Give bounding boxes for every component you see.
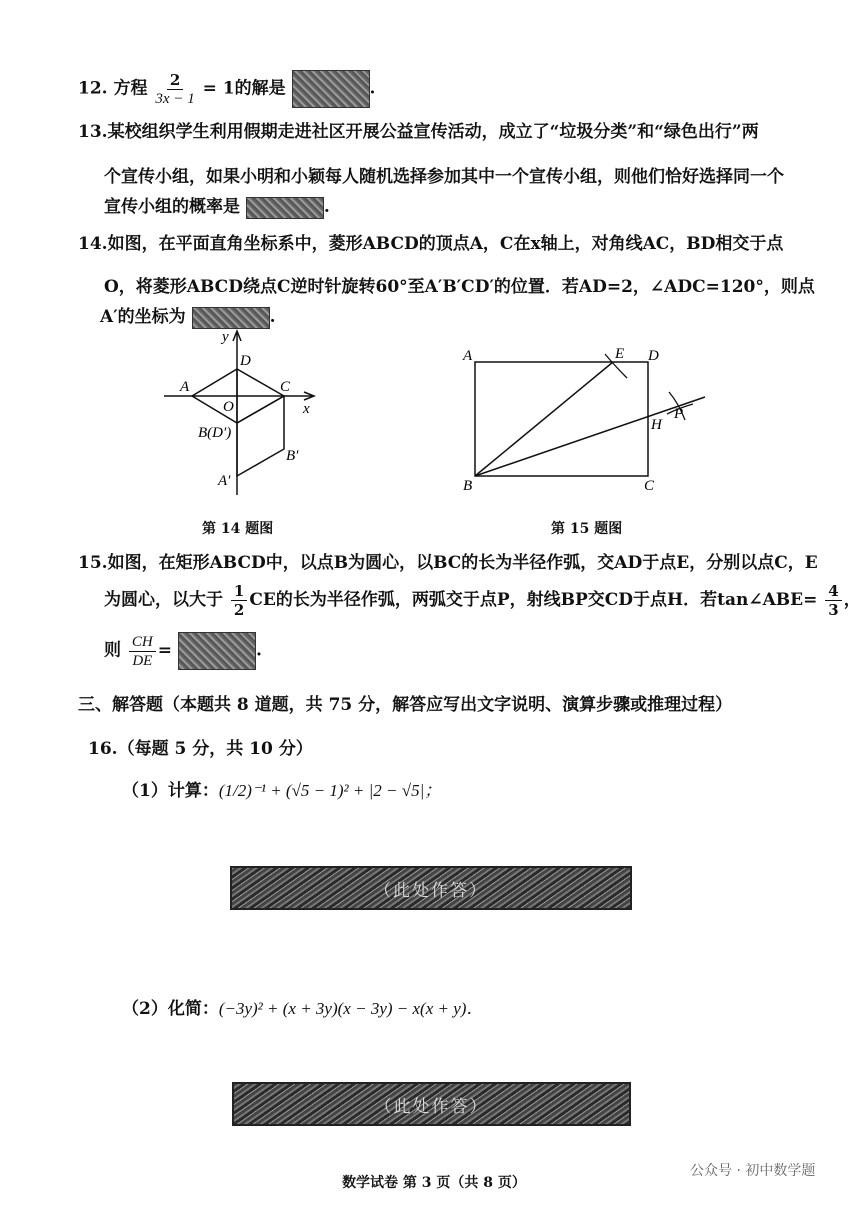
question-number: 12. [78,78,108,99]
answer-blank[interactable] [246,197,324,219]
rhombus-rotated [237,396,284,476]
figure-14-caption: 第 14 题图 [202,521,274,537]
question-number: 14. [78,234,108,254]
label-c: C [280,379,291,395]
rectangle-abcd [475,362,648,476]
label-o: O [223,399,234,415]
label-bd: B(D′) [198,425,232,441]
question-14-line2: O，将菱形ABCD绕点C逆时针旋转60°至A′B′CD′的位置．若AD=2，∠ADC=120°，则点 [104,277,815,297]
question-14: 14.如图，在平面直角坐标系中，菱形ABCD的顶点A，C在x轴上，对角线AC，BD相交于点 [78,234,784,254]
watermark: 公众号 · 初中数学题 [690,1163,816,1179]
question-16-part2: （2）化简：(−3y)² + (x + 3y)(x − 3y) − x(x + y)． [122,999,484,1019]
answer-box-1[interactable]: （此处作答） [230,866,632,910]
question-number: 13. [78,122,108,142]
question-15-line2: 为圆心，以大于 $\frac{1}{2}$ CE的长为半径作弧，两弧交于点P，射线BP交CD于点H．若tan∠ABE= $\frac{4}{3}$ ， [104,582,861,619]
label-e: E [615,346,625,362]
label-bp: B′ [286,448,299,464]
label-ap: A′ [218,473,231,489]
fraction-tan: $\frac{4}{3}$ [825,582,841,619]
label-c: C [644,478,655,494]
question-15: 15.如图，在矩形ABCD中，以点B为圆心，以BC的长为半径作弧，交AD于点E，分别以点C，E [78,553,818,573]
answer-blank[interactable] [292,70,370,108]
label-d: D [648,348,659,364]
question-15-line3: 则 $\frac{CH}{DE}$ = . [104,633,262,669]
label-x: x [303,401,310,417]
label-y: y [222,329,229,345]
figure-14 [160,325,330,500]
label-d: D [240,353,251,369]
label-h: H [651,417,662,433]
label-b: B [463,478,473,494]
page-footer: 数学试卷 第 3 页（共 8 页） [342,1175,526,1191]
question-13-line2: 个宣传小组，如果小明和小颖每人随机选择参加其中一个宣传小组，则他们恰好选择同一个 [104,167,784,187]
question-12: 12. 方程 $\frac{2}{3x - 1}$ = 1的解是 . [78,70,376,107]
question-number: 15. [78,553,108,573]
fraction-ratio: $\frac{CH}{DE}$ [129,633,156,670]
answer-blank[interactable] [178,632,256,670]
label-a: A [463,348,473,364]
question-16-header: 16.（每题 5 分，共 10 分） [88,739,313,759]
fraction: $\frac{2}{3x - 1}$ [155,70,195,107]
question-13-line3: 宣传小组的概率是 . [104,197,330,217]
question-14-line3: A′的坐标为 . [100,307,276,327]
ray-bp [475,397,705,476]
question-number: 16. [88,739,118,759]
figure-15-caption: 第 15 题图 [551,521,623,537]
segment-be [475,362,613,476]
label-p: P [674,406,684,422]
answer-box-2[interactable]: （此处作答） [232,1082,631,1126]
figure-15 [455,340,720,500]
label-a: A [180,379,190,395]
fraction-half: $\frac{1}{2}$ [231,582,247,619]
question-16-part1: （1）计算：(1/2)⁻¹ + (√5 − 1)² + |2 − √5|； [122,781,442,801]
section-heading: 三、解答题（本题共 8 道题，共 75 分，解答应写出文字说明、演算步骤或推理过程） [78,695,733,715]
question-13: 13.某校组织学生利用假期走进社区开展公益宣传活动，成立了“垃圾分类”和“绿色出行”两 [78,122,759,142]
